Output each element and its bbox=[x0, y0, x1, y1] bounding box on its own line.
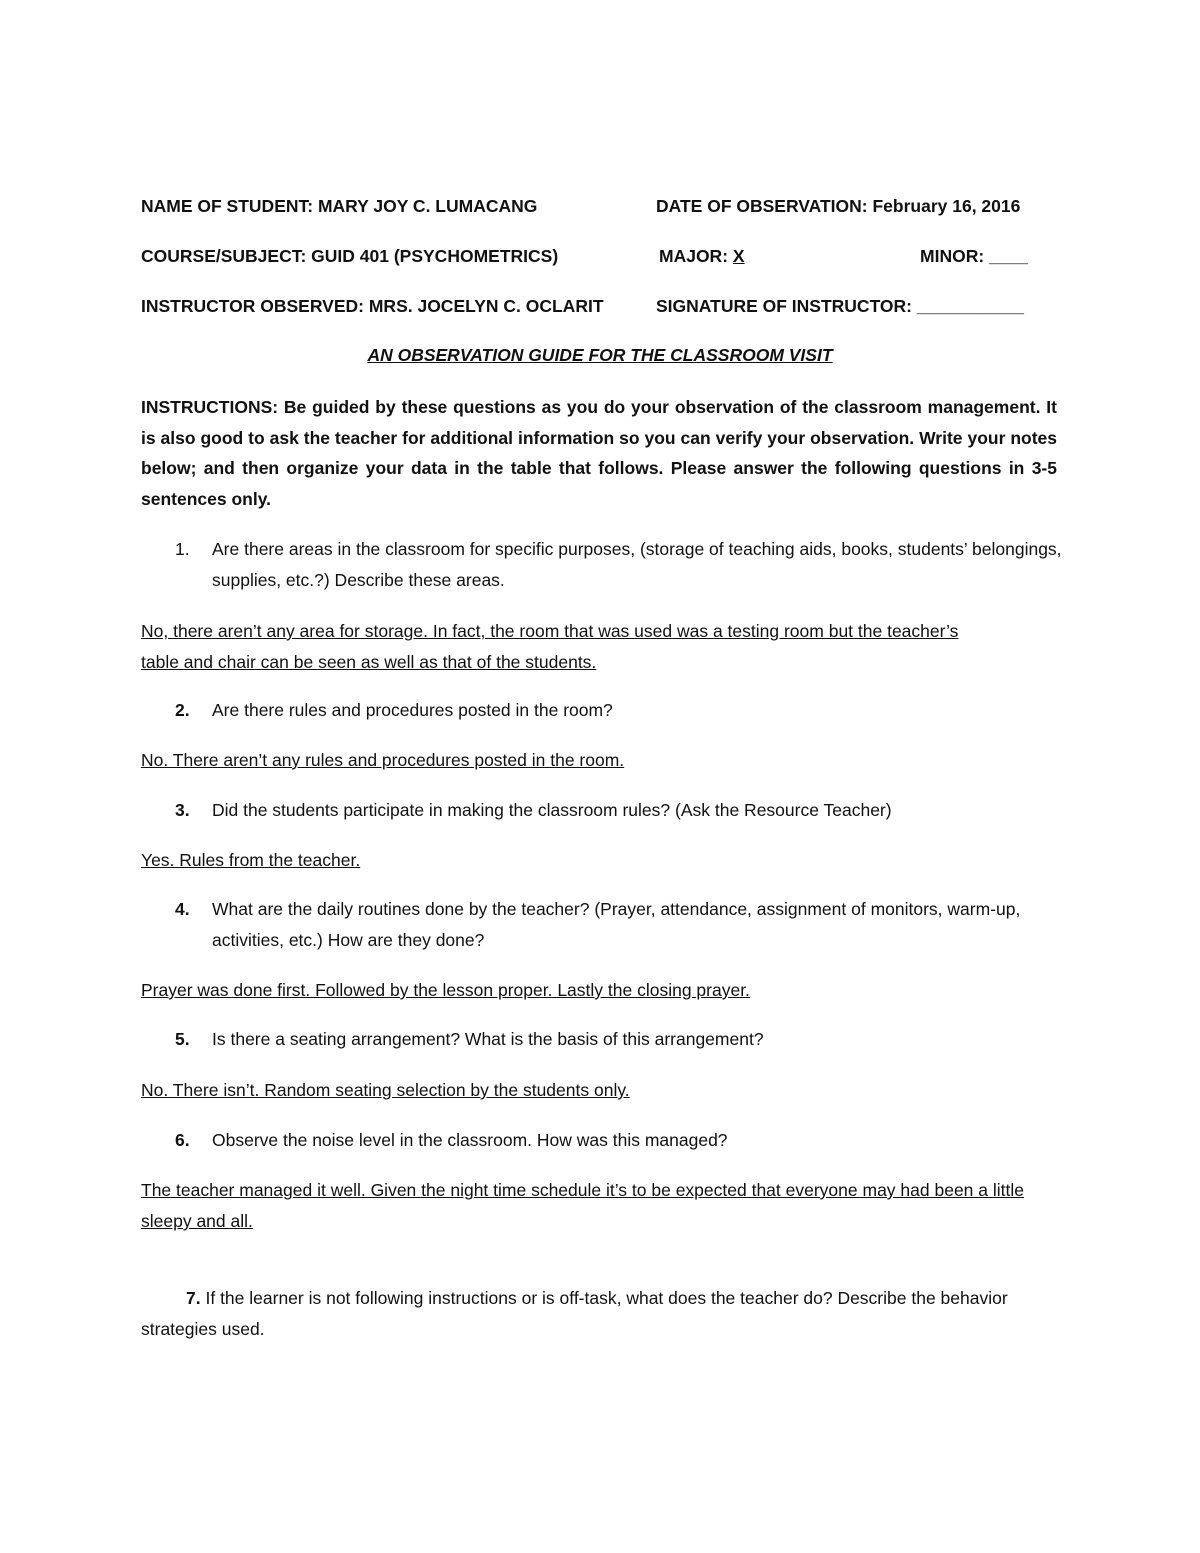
answer-1: No, there aren’t any area for storage. In fact, the room that was used was a testing room but the teacher’s table and chair can be seen as well as that of the students. bbox=[141, 621, 959, 672]
instructor-signature bbox=[656, 296, 1024, 317]
answer-3: Yes. Rules from the teacher. bbox=[141, 850, 361, 870]
question-text: Did the students participate in making the classroom rules? (Ask the Resource Teacher) bbox=[212, 800, 892, 820]
major-field bbox=[659, 246, 745, 267]
question-number: 6. bbox=[175, 1130, 190, 1150]
question-6 bbox=[175, 1125, 1065, 1156]
minor-value: ____ bbox=[989, 246, 1028, 266]
observation-date: DATE OF OBSERVATION: February 16, 2016 bbox=[656, 196, 1021, 216]
question-4 bbox=[175, 894, 1065, 956]
answer-4: Prayer was done first. Followed by the lesson proper. Lastly the closing prayer. bbox=[141, 980, 750, 1000]
answer-6: The teacher managed it well. Given the night time schedule it’s to be expected that everyone may had been a little sleepy and all. bbox=[141, 1180, 1024, 1231]
question-number: 4. bbox=[175, 899, 190, 919]
question-text: If the learner is not following instructions or is off-task, what does the teacher do? Describe the behavior strategies used. bbox=[141, 1288, 1008, 1339]
question-3 bbox=[175, 795, 1065, 826]
question-text: What are the daily routines done by the teacher? (Prayer, attendance, assignment of monitors, warm-up, activities, etc.) How are they done? bbox=[212, 899, 1021, 950]
question-text: Are there areas in the classroom for specific purposes, (storage of teaching aids, books, students’ belongings, supplies, etc.?) Describe these areas. bbox=[212, 539, 1062, 590]
question-number: 3. bbox=[175, 800, 190, 820]
instructor-observed: INSTRUCTOR OBSERVED: MRS. JOCELYN C. OCLARIT bbox=[141, 296, 604, 316]
question-text: Is there a seating arrangement? What is the basis of this arrangement? bbox=[212, 1029, 764, 1049]
answer-2: No. There aren’t any rules and procedures posted in the room. bbox=[141, 750, 625, 770]
question-text: Observe the noise level in the classroom. How was this managed? bbox=[212, 1130, 728, 1150]
instructions-paragraph: INSTRUCTIONS: Be guided by these questions as you do your observation of the classroom management. It is also good to ask the teacher for additional information so you can verify your observation. Write your notes below; and then organize your data in the table that follows. Please answer the following questions in 3-5 sentences only. bbox=[141, 397, 1057, 509]
question-7 bbox=[141, 1283, 1061, 1345]
question-number: 2. bbox=[175, 700, 190, 720]
question-text: Are there rules and procedures posted in the room? bbox=[212, 700, 613, 720]
course-subject: COURSE/SUBJECT: GUID 401 (PSYCHOMETRICS) bbox=[141, 246, 559, 266]
signature-line: ___________ bbox=[916, 296, 1024, 316]
document-title: AN OBSERVATION GUIDE FOR THE CLASSROOM VISIT bbox=[367, 345, 833, 365]
question-number: 5. bbox=[175, 1029, 190, 1049]
question-2 bbox=[175, 695, 1065, 726]
question-number: 1. bbox=[175, 539, 190, 559]
minor-label: MINOR: bbox=[920, 246, 990, 266]
signature-label: SIGNATURE OF INSTRUCTOR: bbox=[656, 296, 917, 316]
question-1 bbox=[175, 534, 1065, 596]
answer-5: No. There isn’t. Random seating selection by the students only. bbox=[141, 1080, 630, 1100]
question-5 bbox=[175, 1024, 1065, 1055]
minor-field bbox=[920, 246, 1028, 267]
major-value: X bbox=[732, 246, 745, 266]
student-name: NAME OF STUDENT: MARY JOY C. LUMACANG bbox=[141, 196, 538, 216]
question-number: 7. bbox=[186, 1288, 201, 1308]
major-label: MAJOR: bbox=[659, 246, 733, 266]
